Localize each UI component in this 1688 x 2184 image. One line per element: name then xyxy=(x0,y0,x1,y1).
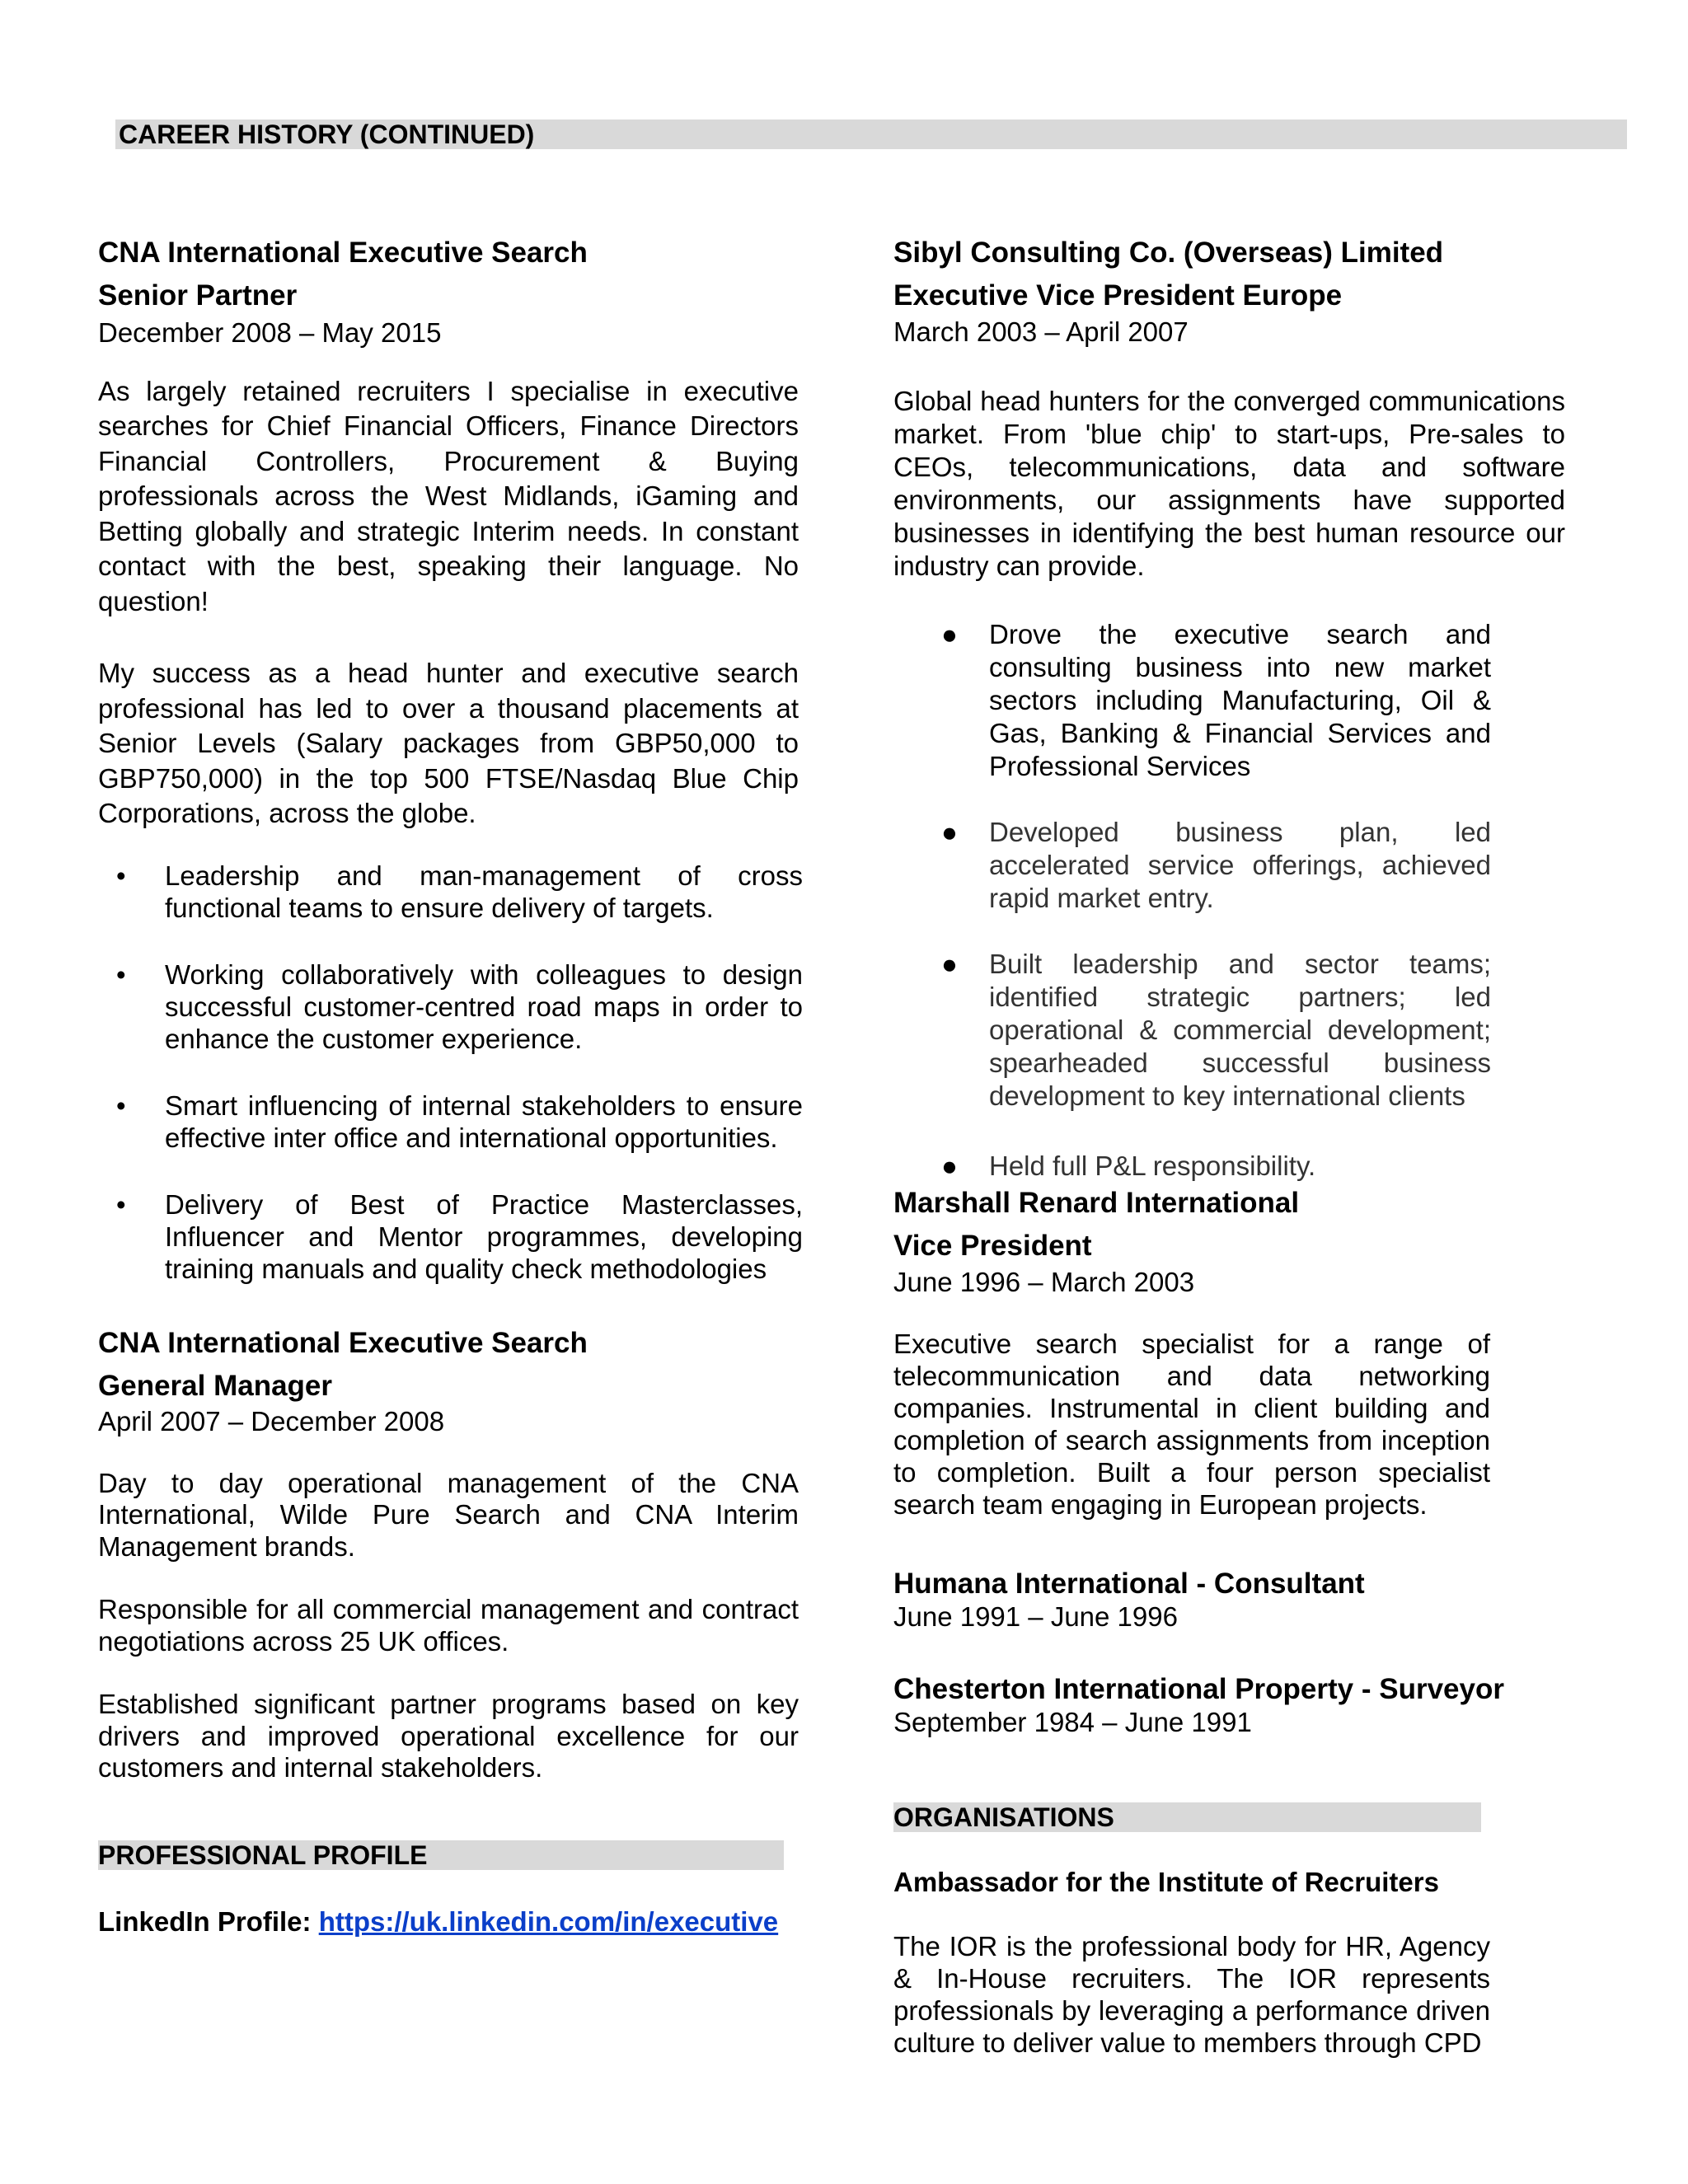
professional-profile-heading-text: PROFESSIONAL PROFILE xyxy=(98,1840,428,1870)
bullet-icon: ● xyxy=(941,1151,958,1181)
job2-company: CNA International Executive Search xyxy=(98,1327,588,1359)
bullet-icon: • xyxy=(116,958,126,990)
professional-profile-heading xyxy=(98,1840,784,1870)
career-history-heading xyxy=(115,120,1627,149)
bullet-icon: ● xyxy=(941,949,958,979)
list-item xyxy=(98,1090,803,1154)
job2-para1: Day to day operational management of the CNA International, Wilde Pure Search and CNA Interim Management brands. xyxy=(98,1467,799,1562)
linkedin-label: LinkedIn Profile: xyxy=(98,1906,312,1937)
rjob1-para1: Global head hunters for the converged communications market. From 'blue chip' to start-ups, Pre-sales to CEOs, telecommunications, data and software environments, our assignments have supported businesses in identifying the best human resource our industry can provide. xyxy=(893,386,1565,581)
right-column-job2 xyxy=(893,1187,1490,1521)
bullet-icon: • xyxy=(116,1090,126,1121)
job2-para3: Established significant partner programs based on key drivers and improved operational excellence for our customers and internal stakeholders. xyxy=(98,1689,799,1783)
organisations-heading-text: ORGANISATIONS xyxy=(893,1802,1114,1832)
bullet-text: Held full P&L responsibility. xyxy=(989,1151,1316,1181)
bullet-text: Drove the executive search and consulting business into new market sectors including Manufacturing, Oil & Gas, Banking & Financial Services and Professional Services xyxy=(989,619,1491,781)
bullet-icon: • xyxy=(116,860,126,891)
job1-role: Senior Partner xyxy=(98,279,298,312)
bullet-text: Smart influencing of internal stakeholders to ensure effective inter office and international opportunities. xyxy=(165,1090,803,1153)
list-item xyxy=(98,860,803,924)
bullet-text: Working collaboratively with colleagues to design successful customer-centred road maps in order to enhance the customer experience. xyxy=(165,958,803,1054)
rjob4-dates: September 1984 – June 1991 xyxy=(893,1707,1252,1737)
bullet-icon: • xyxy=(116,1188,126,1220)
rjob2-dates: June 1996 – March 2003 xyxy=(893,1267,1195,1297)
bullet-icon: ● xyxy=(941,619,958,649)
left-column xyxy=(98,237,803,1285)
left-column-job2 xyxy=(98,1327,799,1784)
bullet-text: Leadership and man-management of cross functional teams to ensure delivery of targets. xyxy=(165,860,803,923)
org-title: Ambassador for the Institute of Recruiters xyxy=(893,1867,1439,1897)
linkedin-line xyxy=(98,1905,840,1938)
linkedin-link[interactable]: https://uk.linkedin.com/in/executive xyxy=(318,1906,779,1937)
list-item xyxy=(889,816,1491,915)
job1-company: CNA International Executive Search xyxy=(98,237,588,269)
job1-dates: December 2008 – May 2015 xyxy=(98,317,442,348)
rjob1-bullets xyxy=(893,618,1491,1183)
org-para1: The IOR is the professional body for HR, Agency & In-House recruiters. The IOR represents professionals by leveraging a performance driven culture to deliver value to members through CPD xyxy=(893,1931,1490,2058)
rjob1-dates: March 2003 – April 2007 xyxy=(893,316,1189,347)
rjob2-para1: Executive search specialist for a range of telecommunication and data networking companies. Instrumental in client building and completion of search assignments from inception to completion. Built a four person specialist search team engaging in European projects. xyxy=(893,1329,1490,1520)
right-column-job4 xyxy=(893,1673,1635,1738)
list-item xyxy=(889,948,1491,1113)
rjob3-dates: June 1991 – June 1996 xyxy=(893,1601,1178,1632)
list-item xyxy=(889,618,1491,783)
organisations-heading xyxy=(893,1802,1481,1832)
list-item xyxy=(889,1150,1491,1183)
rjob2-role: Vice President xyxy=(893,1230,1092,1262)
bullet-icon: ● xyxy=(941,817,958,847)
rjob1-role: Executive Vice President Europe xyxy=(893,279,1343,312)
list-item xyxy=(98,1188,803,1285)
list-item xyxy=(98,958,803,1055)
job2-dates: April 2007 – December 2008 xyxy=(98,1406,445,1436)
rjob2-company: Marshall Renard International xyxy=(893,1187,1300,1219)
bullet-text: Delivery of Best of Practice Masterclasses, Influencer and Mentor programmes, developing training manuals and quality check methodologies xyxy=(165,1188,803,1284)
job2-para2: Responsible for all commercial management and contract negotiations across 25 UK offices. xyxy=(98,1594,799,1657)
job1-para1: As largely retained recruiters I specialise in executive searches for Chief Financial Officers, Finance Directors Financial Controllers, Procurement & Buying professionals across the West Midlands, iGaming and Betting globally and strategic Interim needs. In constant contact with the best, speaking their language. No question! xyxy=(98,375,799,616)
bullet-text: Developed business plan, led accelerated service offerings, achieved rapid market entry. xyxy=(989,817,1491,913)
job1-para2: My success as a head hunter and executive search professional has led to over a thousand placements at Senior Levels (Salary packages from GBP50,000 to GBP750,000) in the top 500 FTSE/Nasdaq Blue Chip Corporations, across the globe. xyxy=(98,658,799,828)
right-column-job3 xyxy=(893,1568,1635,1633)
rjob3-title: Humana International - Consultant xyxy=(893,1568,1365,1600)
job2-role: General Manager xyxy=(98,1370,332,1402)
career-history-heading-text: CAREER HISTORY (CONTINUED) xyxy=(119,120,535,149)
job1-bullets xyxy=(98,860,803,1285)
rjob4-title: Chesterton International Property - Surveyor xyxy=(893,1673,1504,1705)
bullet-text: Built leadership and sector teams; identified strategic partners; led operational & commercial development; spearheaded successful business development to key international clients xyxy=(989,949,1491,1111)
right-column xyxy=(893,237,1565,1183)
right-column-orgs xyxy=(893,1866,1490,2059)
rjob1-company: Sibyl Consulting Co. (Overseas) Limited xyxy=(893,237,1444,269)
